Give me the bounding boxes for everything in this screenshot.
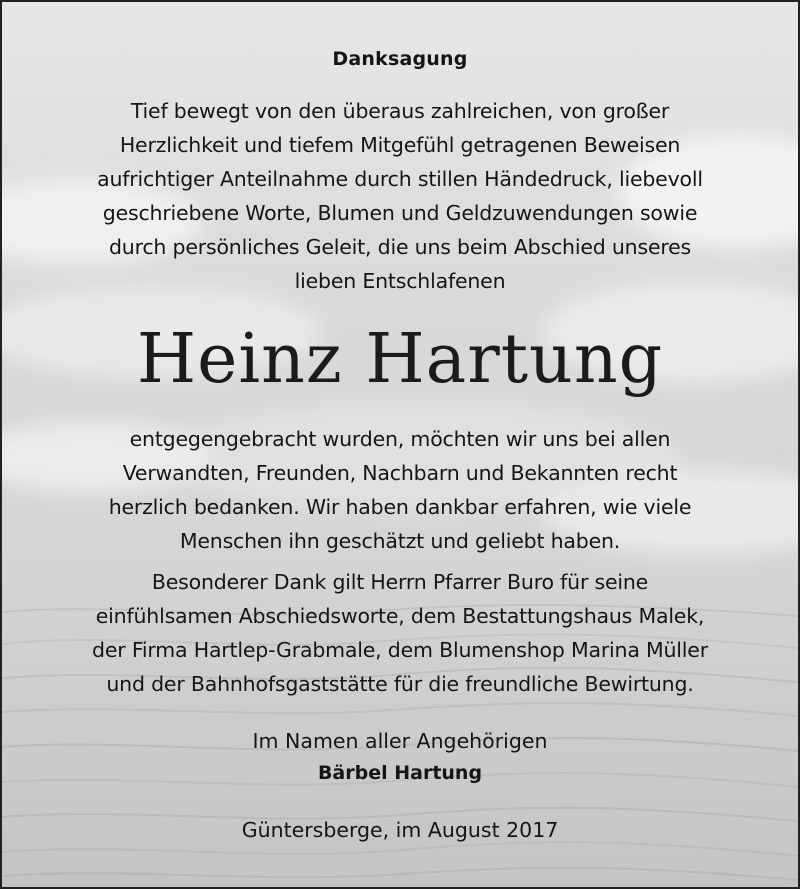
thanks-line-1: entgegengebracht wurden, möchten wir uns bei allen <box>129 427 671 451</box>
thanks-paragraph <box>2 422 798 558</box>
thanks-line-3: herzlich bedanken. Wir haben dankbar erfahren, wie viele <box>108 495 692 519</box>
special-thanks-line-3: der Firma Hartlep-Grabmale, dem Blumenshop Marina Müller <box>92 638 708 662</box>
intro-line-4: geschriebene Worte, Blumen und Geldzuwendungen sowie <box>102 201 698 225</box>
notice-heading: Danksagung <box>332 48 468 70</box>
special-thanks-paragraph <box>2 565 798 701</box>
intro-line-3: aufrichtiger Anteilnahme durch stillen Händedruck, liebevoll <box>97 167 703 191</box>
deceased-name: Heinz Hartung <box>136 320 664 399</box>
intro-line-1: Tief bewegt von den überaus zahlreichen, von großer <box>130 99 670 123</box>
intro-line-5: durch persönliches Geleit, die uns beim Abschied unseres <box>108 235 692 259</box>
thanks-line-4: Menschen ihn geschätzt und geliebt haben. <box>179 529 621 553</box>
signature-intro: Im Namen aller Angehörigen <box>252 729 548 753</box>
signature-name: Bärbel Hartung <box>317 762 483 784</box>
intro-line-2: Herzlichkeit und tiefem Mitgefühl getragenen Beweisen <box>119 133 681 157</box>
thanks-line-2: Verwandten, Freunden, Nachbarn und Bekannten recht <box>122 461 678 485</box>
special-thanks-line-2: einfühlsamen Abschiedsworte, dem Bestattungshaus Malek, <box>95 604 705 628</box>
special-thanks-line-4: und der Bahnhofsgaststätte für die freundliche Bewirtung. <box>106 672 694 696</box>
place-date: Güntersberge, im August 2017 <box>241 818 559 842</box>
intro-paragraph <box>2 94 798 298</box>
notice-content <box>2 2 798 887</box>
intro-line-6: lieben Entschlafenen <box>294 269 506 293</box>
special-thanks-line-1: Besonderer Dank gilt Herrn Pfarrer Buro für seine <box>151 570 649 594</box>
